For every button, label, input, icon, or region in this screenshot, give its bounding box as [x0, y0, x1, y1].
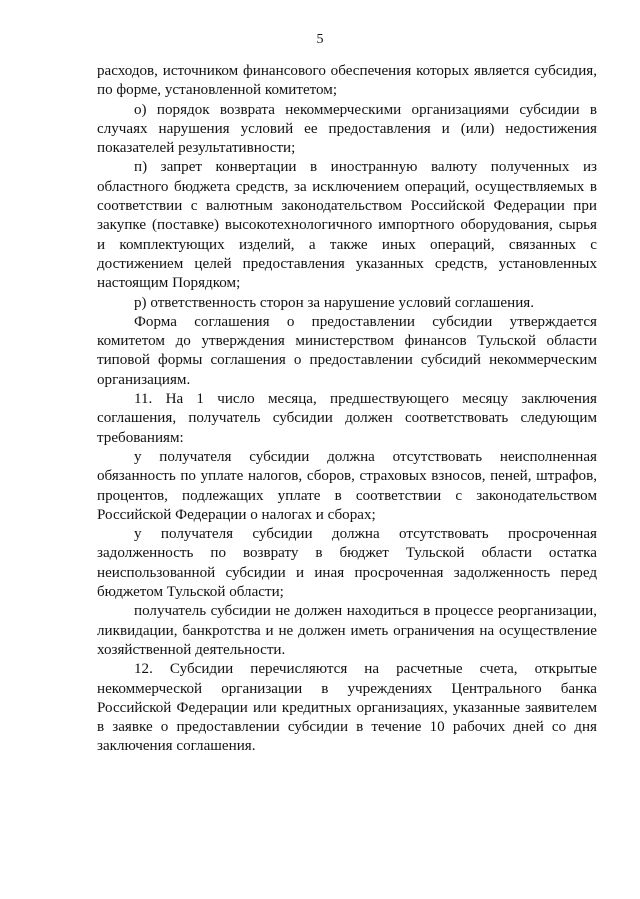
paragraph-item-p: п) запрет конвертации в иностранную валюту полученных из областного бюджета средств, за исключением операций, осуществляемых в соответствии с валютным законодательством Российской Федерации при закупке (поставке) высокотехнологичного импортного оборудования, сырья и комплектующих изделий, а также иных операций, связанных с достижением целей предоставления указанных средств, установленных настоящим Порядком;	[97, 159, 597, 292]
paragraph-item-r: р) ответственность сторон за нарушение условий соглашения.	[134, 294, 534, 311]
paragraph-requirement-reorganization: получатель субсидии не должен находиться в процессе реорганизации, ликвидации, банкротства и не должен иметь ограничения на осуществление хозяйственной деятельности.	[97, 603, 597, 658]
paragraph-requirement-debt: у получателя субсидии должна отсутствовать просроченная задолженность по возврату в бюджет Тульской области остатка неиспользованной субсидии и иная просроченная задолженность перед бюджетом Тульской области;	[97, 526, 597, 601]
paragraph-requirement-taxes: у получателя субсидии должна отсутствовать неисполненная обязанность по уплате налогов, сборов, страховых взносов, пеней, штрафов, процентов, подлежащих уплате в соответствии с законодательством Российской Федерации о налогах и сборах;	[97, 448, 597, 523]
paragraph-clause-12: 12. Субсидии перечисляются на расчетные счета, открытые некоммерческой организации в учреждениях Центрального банка Российской Федерации или кредитных организациях, указанные заявителем в заявке о предоставлении субсидии в течение 10 рабочих дней со дня заключения соглашения.	[97, 661, 597, 755]
paragraph-clause-11: 11. На 1 число месяца, предшествующего месяцу заключения соглашения, получатель субсидии должен соответствовать следующим требованиям:	[97, 391, 597, 446]
paragraph-continuation: расходов, источником финансового обеспечения которых является субсидия, по форме, установленной комитетом;	[97, 63, 597, 99]
page-number: 5	[316, 32, 324, 47]
paragraph-agreement-form: Форма соглашения о предоставлении субсидии утверждается комитетом до утверждения министерством финансов Тульской области типовой формы соглашения о предоставлении субсидий некоммерческим организациям.	[97, 313, 597, 388]
document-body	[97, 62, 597, 757]
paragraph-item-o: о) порядок возврата некоммерческими организациями субсидии в случаях нарушения условий ее предоставления и (или) недостижения показателей результативности;	[97, 101, 597, 157]
